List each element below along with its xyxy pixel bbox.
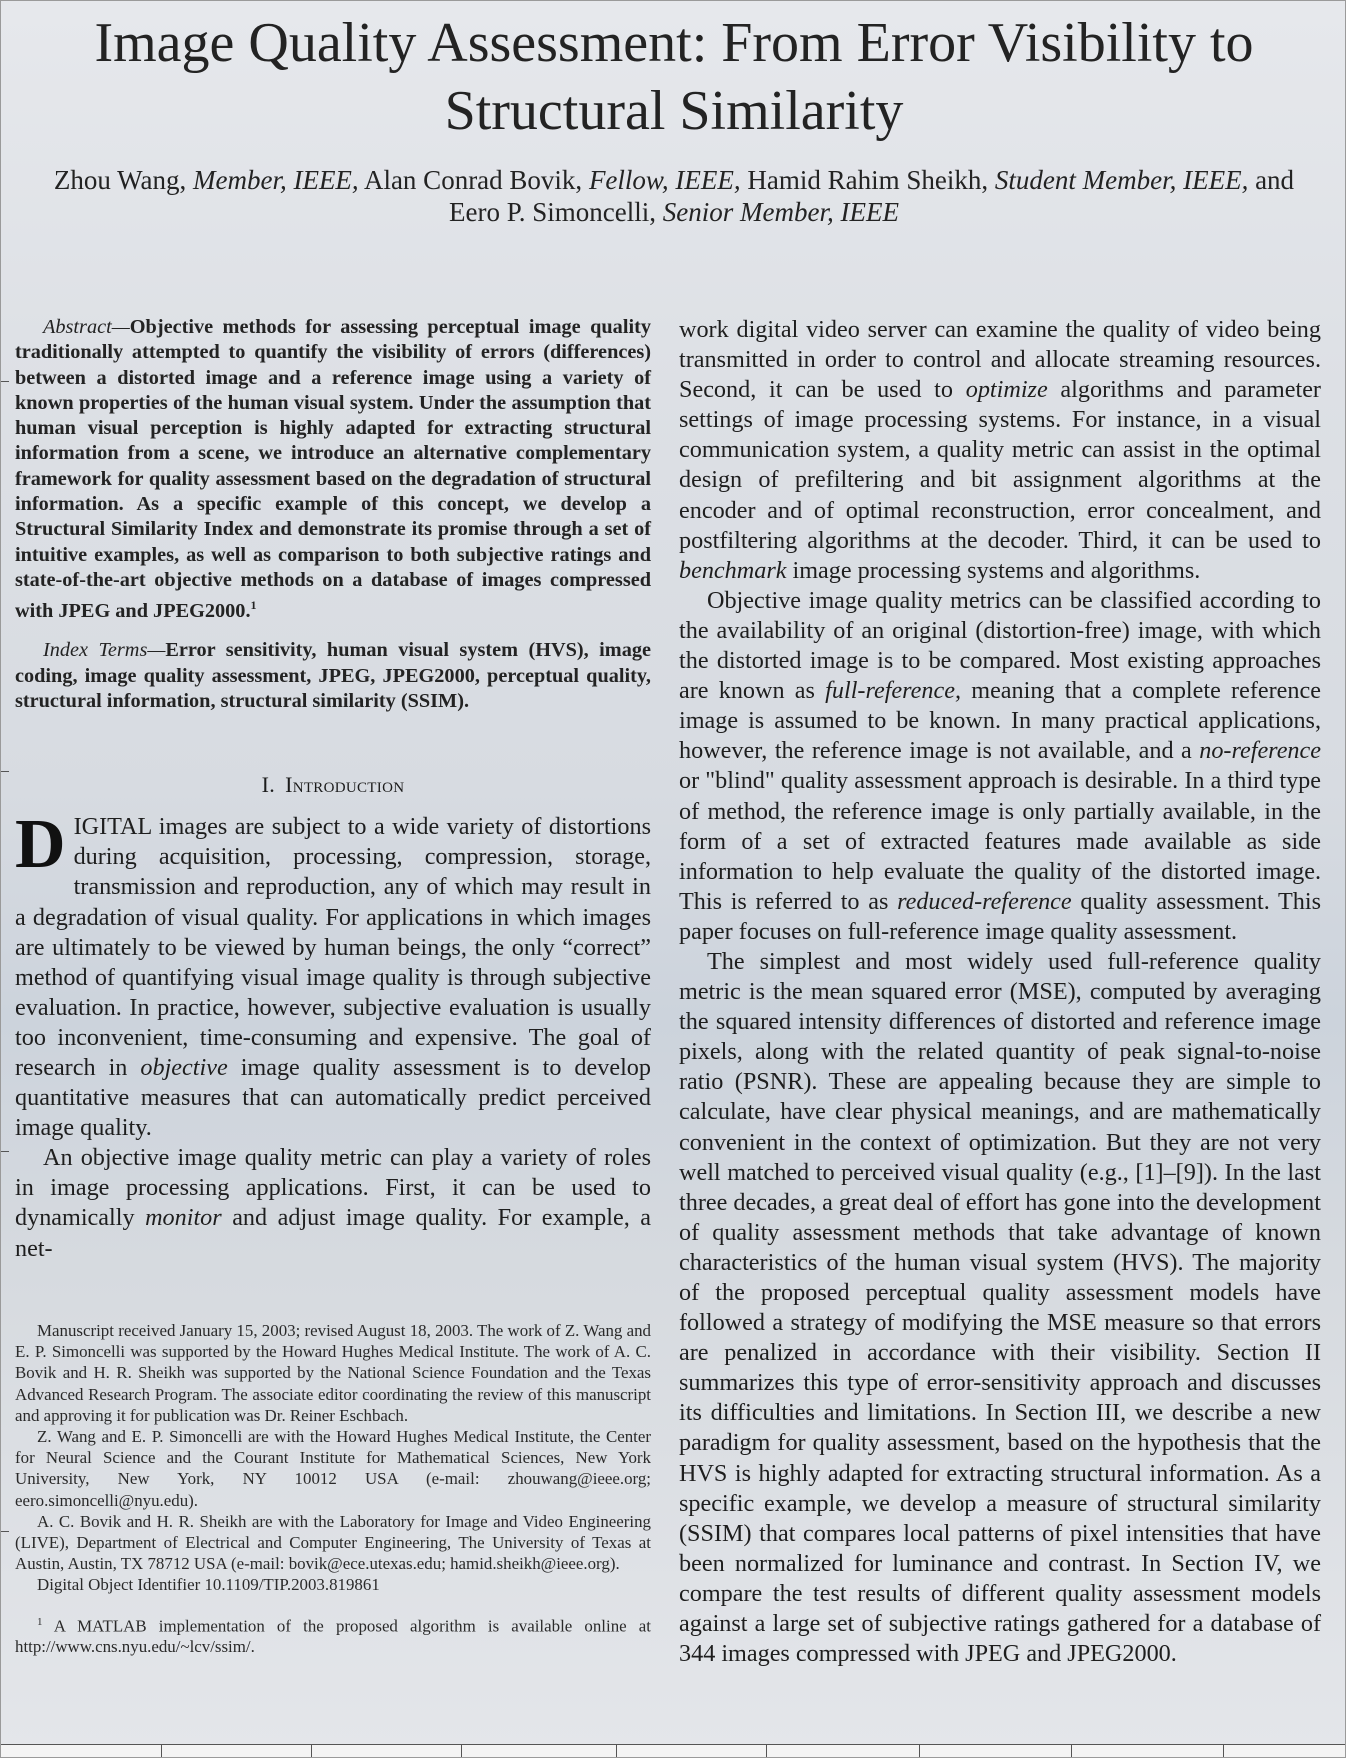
footnote-mark: 1 <box>37 1615 43 1628</box>
author-conjunction: and <box>1255 165 1295 195</box>
footnote-affiliation-2: A. C. Bovik and H. R. Sheikh are with the Laboratory for Image and Video Engineering (LIVE), Department of Electrical and Computer Engineering, The University of Texas at Austin, Austin, TX 78712 USA (e-mail: bovik@ece.utexas.edu; hamid.sheikh@ieee.org). <box>15 1511 651 1574</box>
footnotes <box>15 1320 651 1658</box>
right-paragraph-3: The simplest and most widely used full-reference quality metric is the mean squared error (MSE), computed by averaging the squared intensity differences of distorted and reference image pixels, along with the related quantity of peak signal-to-noise ratio (PSNR). These are appealing because they are simple to calculate, have clear physical meanings, and are mathematically convenient in the context of optimization. But they are not very well matched to perceived visual quality (e.g., [1]–[9]). In the last three decades, a great deal of effort has gone into the development of quality assessment methods that take advantage of known characteristics of the human visual system (HVS). The majority of the proposed perceptual quality assessment models have followed a strategy of modifying the MSE measure so that errors are penalized in accordance with their visibility. Section II summarizes this type of error-sensitivity approach and discusses its difficulties and limitations. In Section III, we describe a new paradigm for quality assessment, based on the hypothesis that the HVS is highly adapted for extracting structural information. As a specific example, we develop a measure of structural similarity (SSIM) that compares local patterns of pixel intensities that have been normalized for luminance and contrast. In Section IV, we compare the test results of different quality assessment models against a large set of subjective ratings gathered for a database of 344 images compressed with JPEG and JPEG2000. <box>679 947 1321 1668</box>
paper-title: Image Quality Assessment: From Error Visibility to Structural Similarity <box>94 12 1254 142</box>
author-role: Student Member, IEEE, <box>994 165 1249 195</box>
author-name: Hamid Rahim Sheikh, <box>747 165 989 195</box>
emphasis: full-reference, <box>825 677 962 705</box>
emphasis: benchmark <box>679 556 787 584</box>
paragraph-text: Objective image quality metrics can be classified according to the availability of an original (distortion-free) image, with which the distorted image is to be compared. Most existing approaches are known as <box>679 586 1321 705</box>
ruler-tick <box>311 1745 312 1757</box>
footnote-manuscript: Manuscript received January 15, 2003; revised August 18, 2003. The work of Z. Wang and E. P. Simoncelli was supported by the Howard Hughes Medical Institute. The work of A. C. Bovik and H. R. Sheikh was supported by the National Science Foundation and the Texas Advanced Research Program. The associate editor coordinating the review of this manuscript and approving it for publication was Dr. Reiner Eschbach. <box>15 1321 651 1425</box>
intro-paragraph-2 <box>15 1143 651 1263</box>
ruler-tick <box>919 1745 920 1757</box>
paragraph-text: and adjust image quality. For example, a net- <box>15 1204 652 1262</box>
paragraph-text: image quality assessment is to develop quantitative measures that can automatically predict perceived image quality. <box>15 1053 651 1142</box>
author-name: Zhou Wang, <box>53 165 187 195</box>
emphasis: optimize <box>965 376 1048 404</box>
right-paragraph-2 <box>679 586 1321 947</box>
author-role: Senior Member, IEEE <box>662 197 899 227</box>
drop-cap: D <box>15 806 66 884</box>
author-name: Alan Conrad Bovik, <box>363 165 583 195</box>
margin-tick <box>1 381 9 382</box>
paragraph-text: image processing systems and algorithms. <box>786 556 1201 584</box>
right-paragraph-1 <box>679 315 1321 586</box>
ruler-tick <box>1223 1745 1224 1757</box>
right-column <box>679 315 1321 1669</box>
bottom-ruler <box>1 1744 1346 1757</box>
paragraph-text: meaning that a complete reference image is assumed to be known. In many practical applications, however, the reference image is not available, and a <box>679 677 1321 765</box>
paragraph-text: algorithms and parameter settings of image processing systems. For instance, in a visual communication system, a quality metric can assist in the optimal design of prefiltering and bit assignment algorithms at the encoder and of optimal reconstruction, error concealment, and postfiltering algorithms at the decoder. Third, it can be used to <box>679 376 1321 554</box>
author-name: Eero P. Simoncelli, <box>449 197 657 227</box>
emphasis: reduced-reference <box>897 887 1072 915</box>
index-terms <box>15 638 651 714</box>
ruler-tick <box>161 1745 162 1757</box>
ruler-tick <box>766 1745 767 1757</box>
abstract-text: Objective methods for assessing perceptual image quality traditionally attempted to quantify the visibility of errors (differences) between a distorted image and a reference image using a variety of known properties of the human visual system. Under the assumption that human visual perception is highly adapted for extracting structural information from a scene, we introduce an alternative complementary framework for quality assessment based on the degradation of structural information. As a specific example of this concept, we develop a Structural Similarity Index and demonstrate its promise through a set of intuitive examples, as well as comparison to both subjective ratings and state-of-the-art objective methods on a database of images compressed with JPEG and JPEG2000. <box>15 316 651 623</box>
footnote-text: A MATLAB implementation of the proposed algorithm is available online at http://www.cns.nyu.edu/~lcv/ssim/. <box>15 1616 651 1657</box>
index-terms-text: Error sensitivity, human visual system (HVS), image coding, image quality assessment, JPEG, JPEG2000, perceptual quality, structural information, structural similarity (SSIM). <box>15 639 651 712</box>
margin-tick <box>1 771 9 772</box>
section-title: Introduction <box>285 772 405 798</box>
emphasis: no-reference <box>1199 737 1321 765</box>
intro-paragraph-1 <box>15 806 651 1143</box>
paragraph-text: or "blind" quality assessment approach is desirable. In a third type of method, the reference image is only partially available, in the form of a set of extracted features made available as side information to help evaluate the quality of the distorted image. This is referred to as <box>679 767 1321 915</box>
author-role: Fellow, IEEE, <box>588 165 741 195</box>
footnote-matlab <box>15 1612 651 1658</box>
footnote-doi: Digital Object Identifier 10.1109/TIP.2003.819861 <box>37 1575 380 1595</box>
paragraph-text: An objective image quality metric can play a variety of roles in image processing applications. First, it can be used to dynamically <box>15 1144 651 1232</box>
abstract-label: Abstract— <box>43 316 130 338</box>
footnote-mark: 1 <box>250 598 257 613</box>
paragraph-text: quality assessment. This paper focuses on full-reference image quality assessment. <box>679 887 1321 945</box>
ruler-tick <box>1071 1745 1072 1757</box>
author-role: Member, IEEE, <box>192 165 359 195</box>
abstract <box>15 315 651 624</box>
margin-tick <box>1 1531 9 1532</box>
margin-tick <box>1 1151 9 1152</box>
ruler-tick <box>461 1745 462 1757</box>
index-terms-label: Index Terms— <box>43 639 166 662</box>
footnote-affiliation-1: Z. Wang and E. P. Simoncelli are with the Howard Hughes Medical Institute, the Center for Neural Science and the Courant Institute for Mathematical Sciences, New York University, New York, NY 10012 USA (e-mail: zhouwang@ieee.org; eero.simoncelli@nyu.edu). <box>15 1427 651 1510</box>
paragraph-text: work digital video server can examine the quality of video being transmitted in order to control and allocate streaming resources. Second, it can be used to <box>679 316 1321 404</box>
author-line <box>21 164 1327 228</box>
section-number: I. <box>261 772 276 798</box>
section-heading <box>15 772 651 798</box>
emphasis: monitor <box>145 1204 222 1232</box>
paragraph-text: IGITAL images are subject to a wide variety of distortions during acquisition, processing, compression, storage, transmission and reproduction, any of which may result in a degradation of visual quality. For applications in which images are ultimately to be viewed by human beings, the only “correct” method of quantifying visual image quality is through subjective evaluation. In practice, however, subjective evaluation is usually too inconvenient, time-consuming and expensive. The goal of research in <box>15 813 651 1081</box>
left-column <box>15 315 651 1264</box>
ruler-tick <box>616 1745 617 1757</box>
emphasis: objective <box>140 1053 228 1081</box>
